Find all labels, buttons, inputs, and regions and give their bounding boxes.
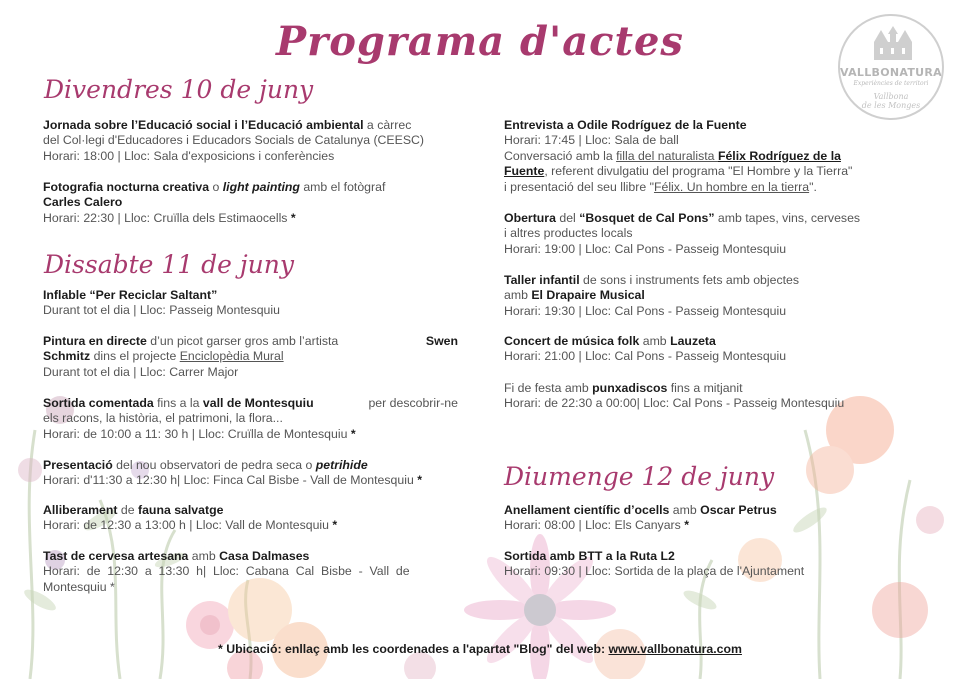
page-title: Programa d'actes bbox=[276, 18, 684, 65]
event-person: Swen bbox=[425, 334, 458, 348]
enciclopedia-mural-link[interactable]: Enciclopèdia Mural bbox=[179, 349, 284, 364]
event-info: Horari: de 10:00 a 11: 30 h | Lloc: Cruïlla de Montesquiu bbox=[43, 426, 348, 441]
event-info: Horari: de 22:30 a 00:00| Lloc: Cal Pons - Passeig Montesquiu bbox=[504, 396, 845, 411]
event-info: Horari: 18:00 | Lloc: Sala d'exposicions i conferències bbox=[43, 148, 335, 163]
event-title: Tast de cervesa artesana bbox=[43, 549, 189, 563]
event-concert bbox=[504, 334, 904, 365]
event-text: fins a mitjanit bbox=[667, 381, 743, 395]
event-text: o bbox=[209, 180, 223, 194]
event-sortida bbox=[43, 396, 458, 442]
footer-note bbox=[0, 642, 960, 656]
event-pintura bbox=[43, 334, 458, 380]
event-text: amb bbox=[669, 503, 701, 517]
event-title: Pintura en directe bbox=[43, 334, 147, 348]
event-fotografia bbox=[43, 180, 458, 226]
event-entrevista bbox=[504, 118, 886, 195]
event-text: del Col·legi d'Educadores i Educadors Socials de Catalunya (CEESC) bbox=[43, 133, 425, 148]
event-bold: Lauzeta bbox=[670, 334, 716, 348]
event-anellament bbox=[504, 503, 904, 534]
location-star: * bbox=[328, 518, 338, 533]
event-info: Horari: d'11:30 a 12:30 h| Lloc: Finca Cal Bisbe - Vall de Montesquiu bbox=[43, 473, 414, 488]
event-title: Sortida amb BTT a la Ruta L2 bbox=[504, 549, 675, 563]
day-heading-sunday: Diumenge 12 de juny bbox=[504, 462, 775, 491]
event-text: de bbox=[117, 503, 138, 517]
logo-name: VALLBONATURA bbox=[840, 66, 942, 79]
event-italic: light painting bbox=[222, 180, 300, 194]
event-text: d’un picot garser gros amb l’artista bbox=[146, 334, 339, 348]
event-text: i presentació del seu llibre " bbox=[504, 179, 654, 194]
event-bold: Oscar Petrus bbox=[700, 503, 777, 517]
event-alliberament bbox=[43, 503, 458, 534]
event-place: vall de Montesquiu bbox=[202, 396, 314, 410]
event-text: del bbox=[555, 211, 580, 225]
event-text: a càrrec bbox=[363, 118, 412, 132]
filla-naturalista-link[interactable]: filla del naturalista bbox=[616, 148, 718, 163]
logo-tagline-2: de les Monges bbox=[861, 101, 921, 110]
event-title: Inflable “Per Reciclar Saltant” bbox=[43, 288, 218, 302]
location-star: * bbox=[413, 473, 422, 488]
event-info: Montesquiu * bbox=[43, 579, 115, 594]
footer-text: * Ubicació: enllaç amb les coordenades a l'apartat "Blog" del web: bbox=[218, 642, 609, 656]
event-text: amb bbox=[639, 334, 671, 348]
location-star: * bbox=[287, 210, 296, 225]
event-info: Horari: de 12:30 a 13:00 h | Lloc: Vall de Montesquiu bbox=[43, 518, 329, 533]
event-info: Horari: 09:30 | Lloc: Sortida de la plaça de l'Ajuntament bbox=[504, 564, 805, 579]
event-btt bbox=[504, 549, 904, 580]
event-bold: punxadiscos bbox=[592, 381, 668, 395]
event-obertura bbox=[504, 211, 904, 257]
event-text: fins a la bbox=[153, 396, 203, 410]
day-heading-saturday: Dissabte 11 de juny bbox=[44, 250, 294, 279]
event-italic: petrihide bbox=[315, 458, 368, 472]
event-info: Durant tot el dia | Lloc: Carrer Major bbox=[43, 364, 239, 379]
felix-link[interactable]: Félix Rodríguez de la bbox=[717, 148, 841, 163]
event-info: Durant tot el dia | Lloc: Passeig Montesquiu bbox=[43, 303, 280, 318]
event-title: Entrevista a Odile Rodríguez de la Fuente bbox=[504, 118, 747, 132]
event-text: i altres productes locals bbox=[504, 226, 633, 241]
website-link[interactable]: www.vallbonatura.com bbox=[608, 642, 742, 656]
logo-subtitle: Experiències de territori bbox=[853, 80, 929, 87]
event-bold: fauna salvatge bbox=[138, 503, 224, 517]
event-info: Horari: 21:00 | Lloc: Cal Pons - Passeig Montesquiu bbox=[504, 349, 787, 364]
event-text: per descobrir-ne bbox=[368, 396, 458, 410]
event-title: Presentació bbox=[43, 458, 113, 472]
event-jornada bbox=[43, 118, 458, 164]
event-taller bbox=[504, 273, 904, 319]
event-text: del nou observatori de pedra seca o bbox=[112, 458, 316, 472]
event-info: Horari: 22:30 | Lloc: Cruïlla dels Estimaocells bbox=[43, 210, 288, 225]
event-title: Concert de música folk bbox=[504, 334, 640, 348]
book-link[interactable]: Félix. Un hombre en la tierra bbox=[653, 179, 810, 194]
day-heading-friday: Divendres 10 de juny bbox=[44, 75, 314, 104]
event-info: Horari: 19:00 | Lloc: Cal Pons - Passeig Montesquiu bbox=[504, 241, 787, 256]
event-text: Conversació amb la bbox=[504, 148, 617, 163]
logo-tagline bbox=[840, 92, 942, 110]
event-text: amb bbox=[504, 288, 532, 303]
event-text: , referent divulgatiu del programa "El Hombre y la Tierra" bbox=[544, 164, 853, 179]
event-info: Horari: 17:45 | Lloc: Sala de ball bbox=[504, 133, 679, 148]
event-title: Jornada sobre l’Educació social i l’Educació ambiental bbox=[43, 118, 364, 132]
event-bold: El Drapaire Musical bbox=[531, 288, 645, 303]
event-bold: Casa Dalmases bbox=[219, 549, 310, 563]
event-person: Carles Calero bbox=[43, 195, 123, 210]
event-inflable bbox=[43, 288, 458, 319]
event-info: Horari: 08:00 | Lloc: Els Canyars bbox=[504, 518, 681, 533]
vallbonatura-logo bbox=[838, 14, 944, 120]
event-bold: “Bosquet de Cal Pons” bbox=[579, 211, 715, 225]
event-text: Fi de festa amb bbox=[504, 381, 593, 395]
event-info: Horari: de 12:30 a 13:30 h| Lloc: Cabana Cal Bisbe - Vall de bbox=[43, 564, 410, 579]
event-info: Horari: 19:30 | Lloc: Cal Pons - Passeig Montesquiu bbox=[504, 303, 787, 318]
event-tast bbox=[43, 549, 458, 595]
event-text: amb el fotògraf bbox=[299, 180, 386, 194]
event-title: Anellament científic d’ocells bbox=[504, 503, 670, 517]
event-text: els racons, la història, el patrimoni, la flora... bbox=[43, 411, 283, 426]
location-star: * bbox=[680, 518, 689, 533]
event-title: Taller infantil bbox=[504, 273, 580, 287]
event-text: dins el projecte bbox=[90, 349, 180, 364]
event-text: amb bbox=[188, 549, 220, 563]
event-title: Sortida comentada bbox=[43, 396, 154, 410]
event-text: ". bbox=[809, 179, 817, 194]
fuente-link[interactable]: Fuente bbox=[504, 164, 545, 179]
event-title: Obertura bbox=[504, 211, 556, 225]
event-presentacio bbox=[43, 458, 458, 489]
event-text: amb tapes, vins, cerveses bbox=[714, 211, 861, 225]
event-title: Alliberament bbox=[43, 503, 118, 517]
event-fidefesta bbox=[504, 381, 904, 412]
event-person: Schmitz bbox=[43, 349, 91, 364]
location-star: * bbox=[347, 426, 356, 441]
event-text: de sons i instruments fets amb objectes bbox=[579, 273, 800, 287]
logo-tagline-1: Vallbona bbox=[873, 92, 909, 101]
event-title: Fotografia nocturna creativa bbox=[43, 180, 210, 194]
